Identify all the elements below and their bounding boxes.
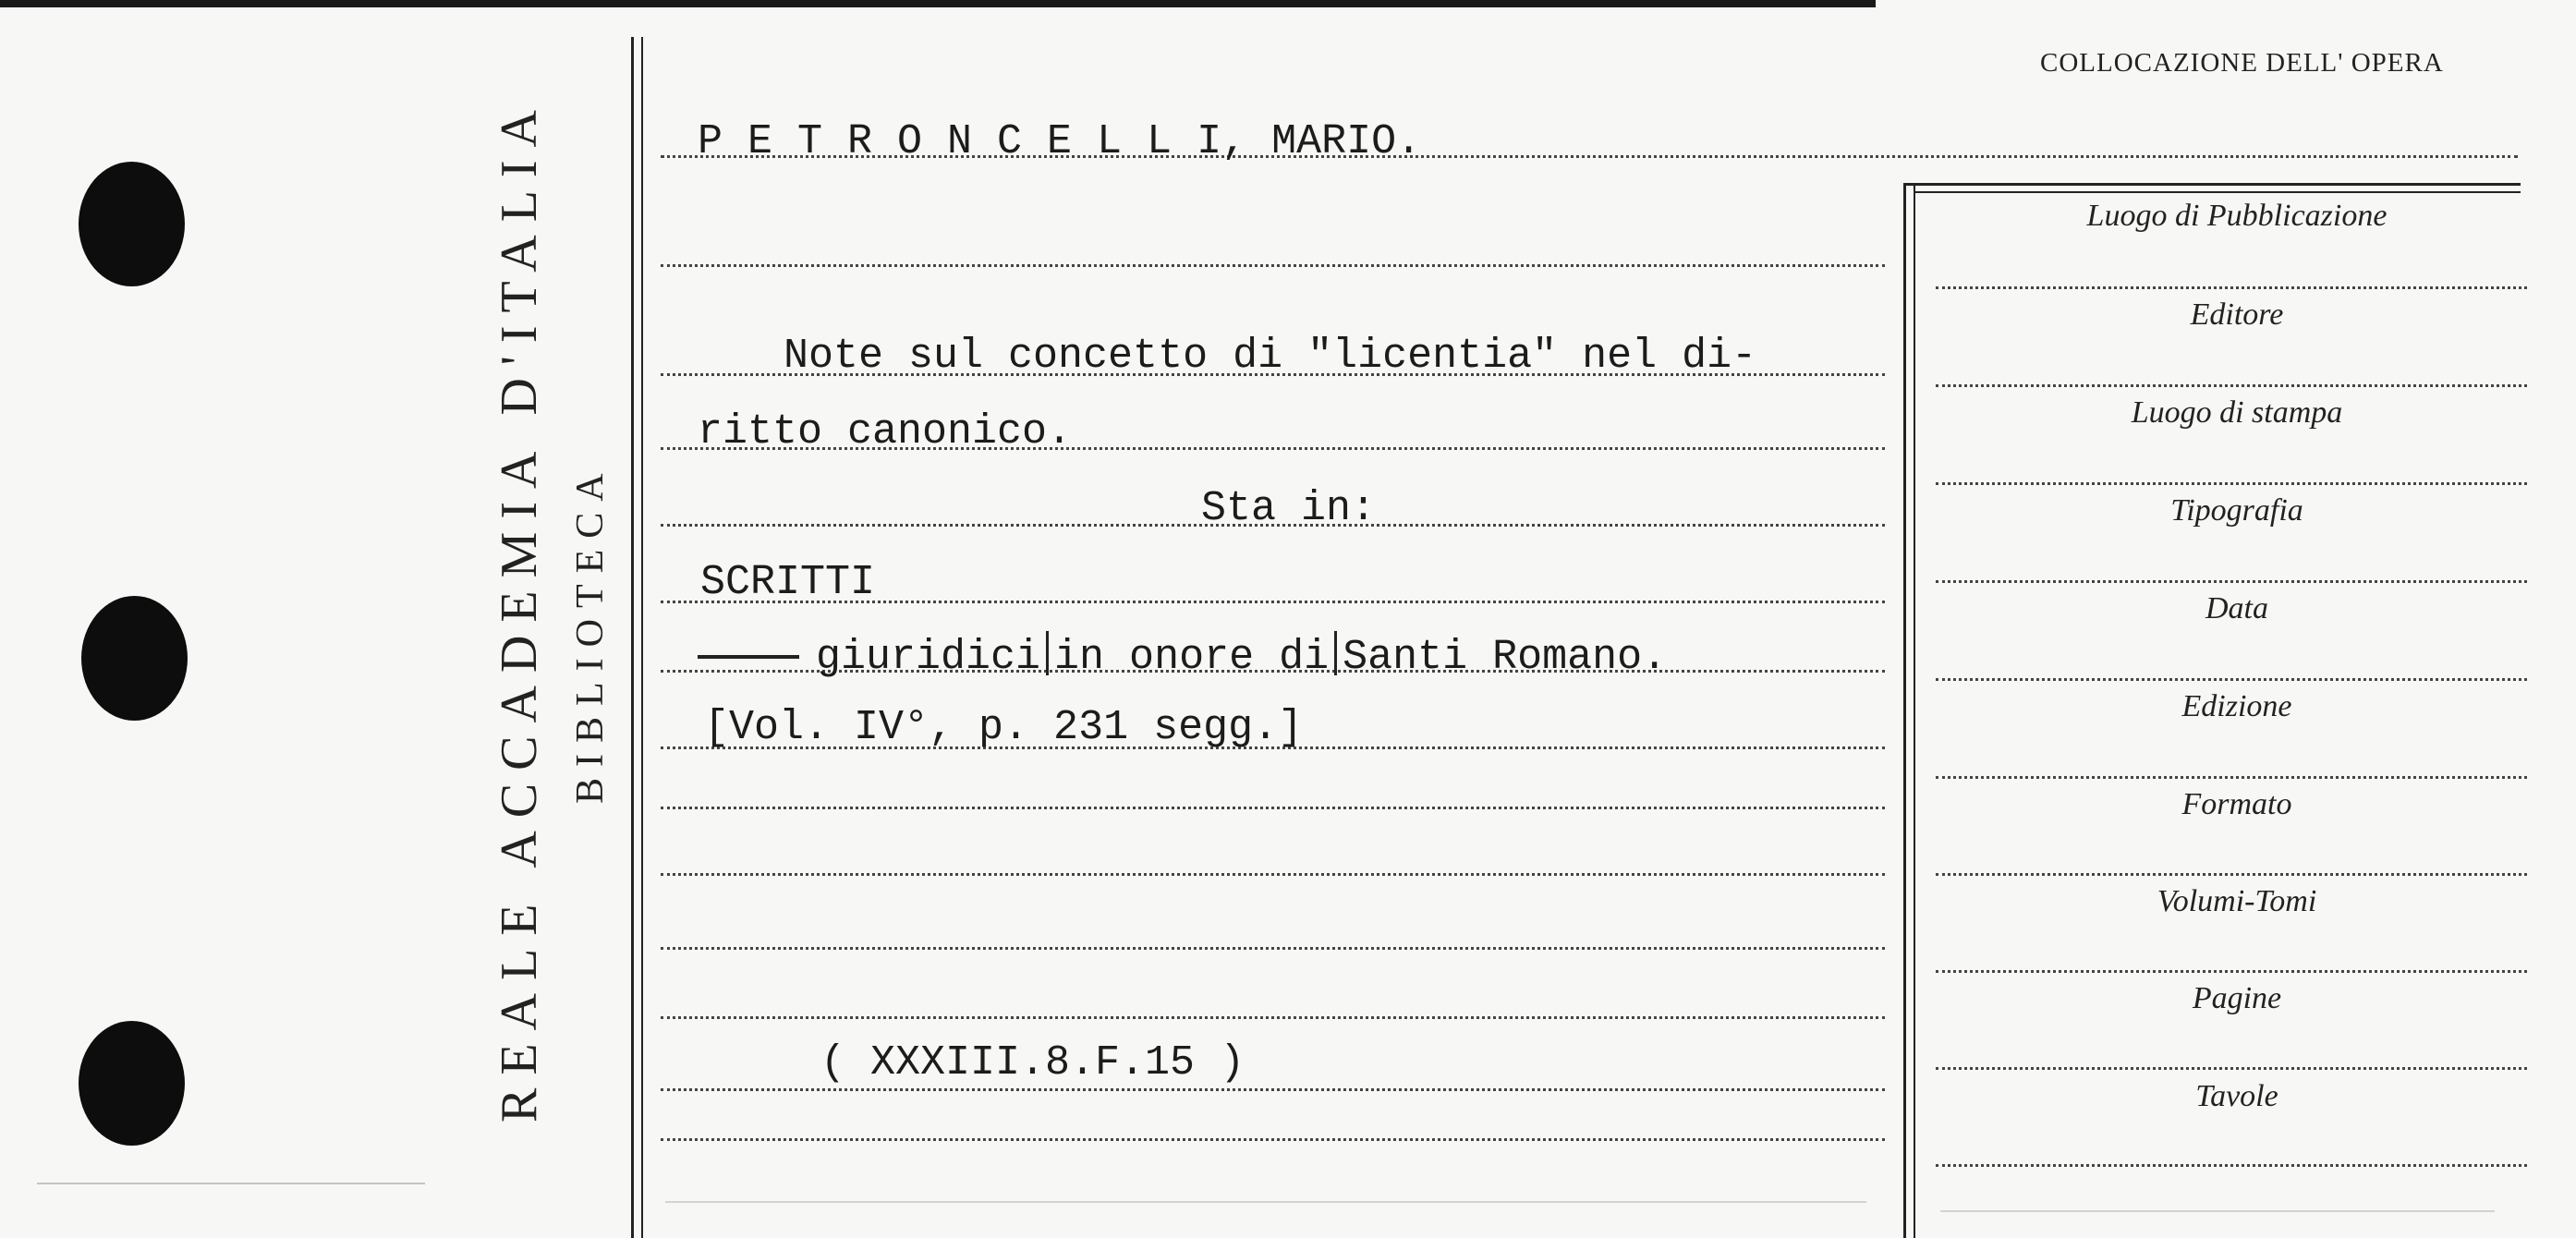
field-pagine: Pagine (2192, 981, 2282, 1015)
department-name: BIBLIOTECA (569, 462, 612, 804)
field-rule (1936, 384, 2527, 387)
box-top-rule (1903, 183, 2521, 186)
box-top-rule-2 (1914, 191, 2521, 193)
title-line-1: Note sul concetto di "licentia" nel di- (784, 333, 1757, 380)
collection-subtitle (698, 631, 1667, 681)
field-rule (1936, 970, 2527, 973)
rule-line (661, 807, 1885, 809)
collection-subtitle-part-2: in onore di (1054, 634, 1330, 681)
rule-line (661, 947, 1885, 950)
rule-line (661, 873, 1885, 876)
institution-name: REALE ACCADEMIA D'ITALIA (491, 97, 548, 1123)
collection-subtitle-part-1: giuridici (816, 634, 1041, 681)
box-rule-2 (1914, 185, 1915, 1238)
box-rule-1 (1903, 185, 1906, 1238)
left-rule-2 (641, 37, 643, 1238)
field-rule (1936, 580, 2527, 583)
rule-line (661, 1138, 1885, 1141)
field-volumi-tomi: Volumi-Tomi (2157, 884, 2317, 918)
field-luogo-pubblicazione: Luogo di Pubblicazione (2086, 199, 2388, 233)
field-luogo-stampa: Luogo di stampa (2131, 395, 2343, 430)
scan-speck (1940, 1210, 2495, 1212)
field-data: Data (2205, 591, 2268, 625)
rule-line (661, 264, 1885, 267)
field-rule (1936, 873, 2527, 876)
field-editore: Editore (2190, 297, 2284, 332)
field-formato: Formato (2181, 787, 2292, 821)
field-rule (1936, 776, 2527, 779)
sta-in-label: Sta in: (1201, 485, 1377, 532)
field-rule (1936, 482, 2527, 485)
left-rule-1 (631, 37, 634, 1238)
scan-speck (665, 1201, 1866, 1203)
title-line-2: ritto canonico. (698, 408, 1073, 455)
punch-hole-top (79, 162, 185, 286)
author-name: P E T R O N C E L L I, MARIO. (698, 118, 1422, 165)
field-edizione: Edizione (2181, 689, 2292, 723)
field-tipografia: Tipografia (2170, 493, 2303, 528)
field-rule (1936, 286, 2527, 289)
field-rule (1936, 1164, 2527, 1167)
collection-name: SCRITTI (700, 559, 876, 606)
punch-hole-bottom (79, 1021, 185, 1146)
rule-line (661, 1016, 1885, 1019)
ditto-dash (698, 655, 799, 659)
rule-line (661, 1088, 1885, 1091)
shelfmark: ( XXXIII.8.F.15 ) (820, 1039, 1245, 1086)
separator-bar (1046, 631, 1049, 675)
volume-reference: [Vol. IV°, p. 231 segg.] (704, 704, 1304, 751)
top-edge (0, 0, 1876, 7)
field-tavole: Tavole (2195, 1079, 2278, 1113)
separator-bar (1334, 631, 1337, 675)
collocazione-label: COLLOCAZIONE DELL' OPERA (2040, 48, 2444, 78)
collection-subtitle-part-3: Santi Romano. (1343, 634, 1668, 681)
field-rule (1936, 678, 2527, 681)
field-rule (1936, 1067, 2527, 1070)
punch-hole-middle (81, 596, 188, 721)
scan-speck (37, 1183, 425, 1184)
